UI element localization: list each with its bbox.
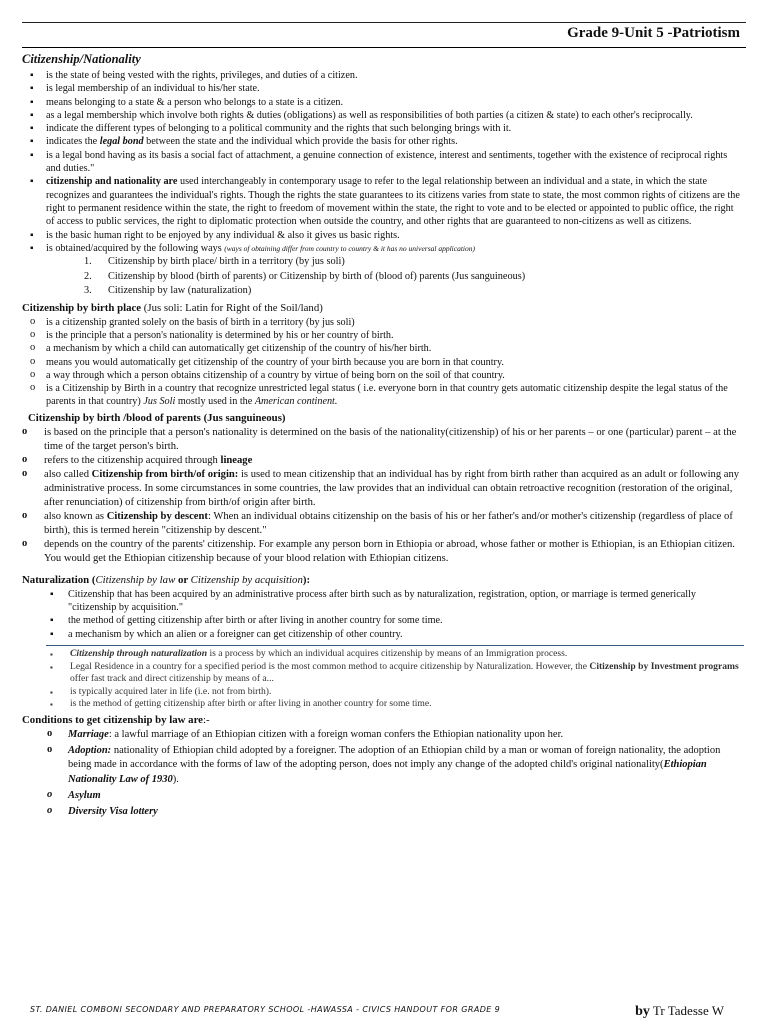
list-item: ▪ Citizenship that has been acquired by an administrative process after birth such as by naturalization, registration, option, or marriage is termed generically "citizenship by acquisition."	[22, 588, 744, 615]
citizenship-definition-list	[22, 69, 744, 255]
list-item: ▪ is the method of getting citizenship after birth or after living in another country for some time.	[22, 698, 744, 711]
list-item: 1. Citizenship by birth place/ birth in a territory (by jus soli)	[84, 256, 345, 268]
list-item: o a way through which a person obtains citizenship of a country by virtue of being born on the soil of that country.	[22, 369, 744, 382]
list-item: o Marriage: a lawful marriage of an Ethiopian citizen with a foreign woman confers the Ethiopian nationality upon her.	[22, 728, 744, 742]
list-item: ▪ is the basic human right to be enjoyed by any individual & also it gives us basic rights.	[22, 229, 744, 242]
list-item: o means you would automatically get citizenship of the country of your birth because you are born in that country.	[22, 356, 744, 369]
footer-author: by Tr Tadesse W	[635, 1003, 724, 1019]
list-item: ▪ means belonging to a state & a person who belongs to a state is a citizen.	[22, 96, 744, 109]
list-item: o refers to the citizenship acquired through lineage	[22, 454, 744, 468]
section-title-citizenship: Citizenship/Nationality	[22, 52, 141, 66]
jus-soli-list	[22, 316, 744, 409]
list-item: ▪ is the state of being vested with the rights, privileges, and duties of a citizen.	[22, 69, 744, 82]
list-item: o also called Citizenship from birth/of origin: is used to mean citizenship that an individual has by right from birth rather than acquired as an adult or following any administrative process. In some circumstances in some countries, the law provides that an individual can obtain retroactive recognition (restoration of the original, after renunciation) of citizenship from birth/of origin after birth.	[22, 468, 744, 510]
section-title-naturalization: Naturalization (Citizenship by law or Citizenship by acquisition):	[22, 573, 311, 586]
list-item: ▪ as a legal membership which involve both rights & duties (obligations) as well as responsibilities of both parties (a citizen & state) to each other's reciprocally.	[22, 109, 744, 122]
list-item: ▪ the method of getting citizenship after birth or after living in another country for some time.	[22, 614, 744, 627]
jus-sanguineous-list	[22, 426, 744, 566]
list-item: ▪ Legal Residence in a country for a specified period is the most common method to acquire citizenship by Naturalization. However, the Citizenship by Investment programs offer fast track and direct citizenship by means of a...	[22, 661, 744, 686]
section-divider	[46, 645, 744, 646]
footer-school: ST. DANIEL COMBONI SECONDARY AND PREPARATORY SCHOOL -HAWASSA - CIVICS HANDOUT FOR GRADE 9	[30, 1005, 501, 1014]
legal-bond-term: legal bond	[99, 136, 144, 148]
list-item: 3. Citizenship by law (naturalization)	[84, 285, 252, 297]
list-item: o Diversity Visa lottery	[22, 805, 744, 819]
list-item: ▪ indicates the legal bond between the state and the individual which provide the basis for other rights.	[22, 135, 744, 148]
cit-nat-term: citizenship and nationality are	[46, 176, 178, 188]
list-item: ▪ citizenship and nationality are used interchangeably in contemporary usage to refer to the legal relationship between an individual and a state, in which the state recognizes and guarantees the individual's rights. Though the rights the state guarantees to its citizens varies from state to state, the most common rights of citizens are the right to permanent residence within the state, the right to freedom of movement within the state, the right to vote and to be elected or appointed to public office, the right of access to public services, the right to diplomatic protection when outside the country, and other rights that are guaranteed to non-citizens as well as citizens.	[22, 175, 744, 228]
naturalization-details-list	[22, 648, 744, 711]
list-item: o is a citizenship granted solely on the basis of birth in a territory (by jus soli)	[22, 316, 744, 329]
list-item: ▪ is a legal bond having as its basis a social fact of attachment, a genuine connection of existence, interest and sentiments, together with the existence of reciprocal rights and duties."	[22, 149, 744, 176]
list-item: 2. Citizenship by blood (birth of parents) or Citizenship by birth of (blood of) parents (Jus sanguineous)	[84, 270, 526, 282]
top-border	[22, 22, 746, 23]
list-item: ▪ is obtained/acquired by the following ways (ways of obtaining differ from country to country & it has no universal application)	[22, 242, 744, 255]
list-item: o depends on the country of the parents' citizenship. For example any person born in Ethiopia or abroad, whose father or mother is Ethiopian, is an Ethiopian citizen. You would get the Ethiopian citizenship because of your blood relation with Ethiopian citizens.	[22, 538, 744, 566]
handout-body	[22, 52, 744, 821]
page-title: Grade 9-Unit 5 -Patriotism	[567, 25, 740, 41]
naturalization-list	[22, 588, 744, 641]
section-title-blood: Citizenship by birth /blood of parents (Jus sanguineous)	[28, 411, 286, 424]
list-item: o Adoption: nationality of Ethiopian child adopted by a foreigner. The adoption of an Ethiopian child by a man or woman of foreign nationality, the adoption being made in accordance with the forms of law of the adopting person, does not imply any change of the adopted child's original nationality(Ethiopian Nationality Law of 1930).	[22, 744, 744, 787]
section-title-conditions: Conditions to get citizenship by law are:-	[22, 713, 210, 726]
list-item: ▪ Citizenship through naturalization is a process by which an individual acquires citizenship by means of an Immigration process.	[22, 648, 744, 661]
list-item: o is the principle that a person's nationality is determined by his or her country of birth.	[22, 329, 744, 342]
list-item: ▪ is typically acquired later in life (i.e. not from birth).	[22, 686, 744, 699]
acquisition-ways-list	[22, 255, 744, 299]
list-item: ▪ indicate the different types of belonging to a political community and the rights that such belonging brings with it.	[22, 122, 744, 135]
list-item: o Asylum	[22, 789, 744, 803]
list-item: ▪ a mechanism by which an alien or a foreigner can get citizenship of other country.	[22, 628, 744, 641]
list-item: o a mechanism by which a child can automatically get citizenship of the country of his/her birth.	[22, 342, 744, 355]
list-item: o is based on the principle that a person's nationality is determined on the basis of the nationality(citizenship) of his or her parents – or one (particular) parent – at the time of the target person's birth.	[22, 426, 744, 454]
list-item: o is a Citizenship by Birth in a country that recognize unrestricted legal status ( i.e. everyone born in that country gets automatic citizenship despite the legal status of the parents in that country) Jus Soli mostly used in the American continent.	[22, 382, 744, 409]
conditions-list	[22, 728, 744, 819]
section-title-birthplace: Citizenship by birth place (Jus soli: Latin for Right of the Soil/land)	[22, 301, 323, 314]
ways-note: (ways of obtaining differ from country to country & it has no universal application)	[224, 243, 475, 253]
list-item: o also known as Citizenship by descent: When an individual obtains citizenship on the basis of his or her father's and/or mother's citizenship (regardless of place of birth), this is termed herein "citizenship by descent."	[22, 510, 744, 538]
list-item: ▪ is legal membership of an individual to his/her state.	[22, 82, 744, 95]
header-divider	[22, 47, 746, 48]
